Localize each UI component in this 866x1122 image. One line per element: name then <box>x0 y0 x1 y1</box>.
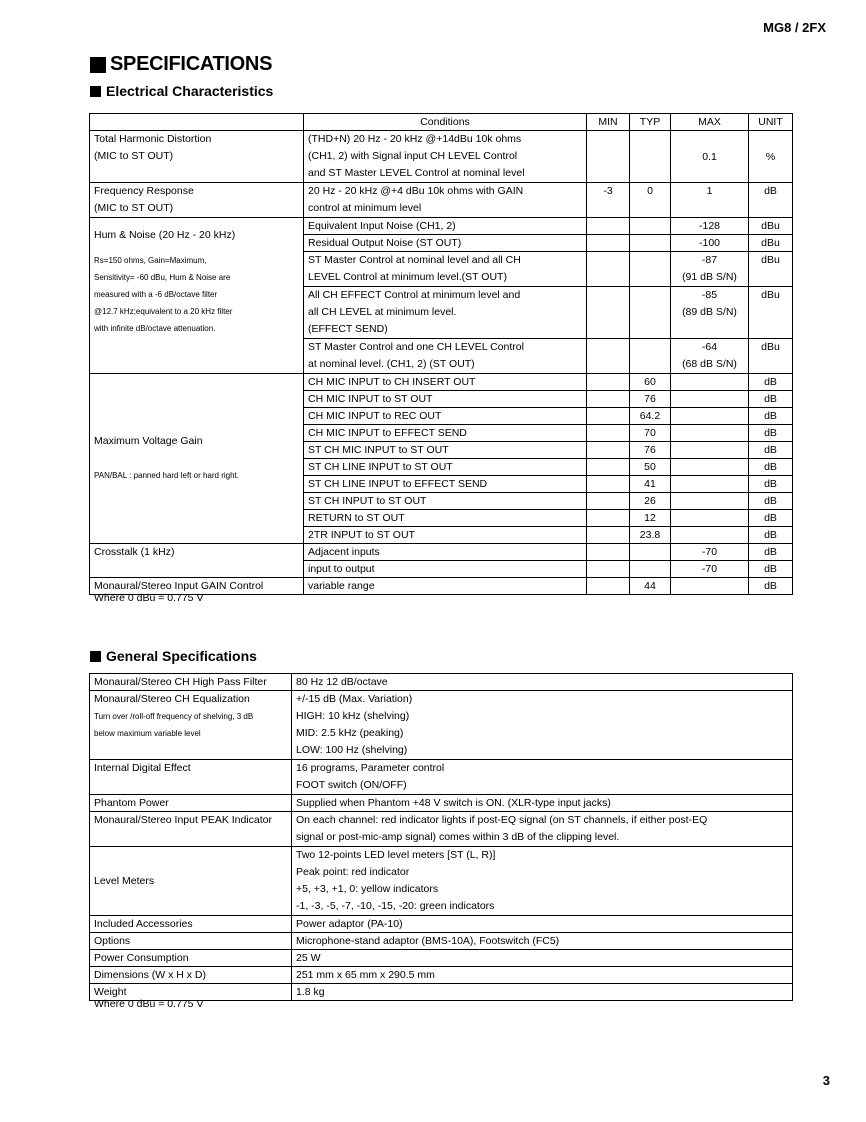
hum-max-1: -128 <box>671 218 749 235</box>
table-row <box>90 967 793 984</box>
electrical-heading-text: Electrical Characteristics <box>106 83 274 99</box>
table-row <box>90 218 793 235</box>
thd-item: Total Harmonic Distortion (MIC to ST OUT) <box>90 131 304 183</box>
electrical-heading <box>90 83 273 99</box>
header-unit: UNIT <box>749 114 793 131</box>
header-min: MIN <box>587 114 630 131</box>
gain-unit: dB <box>749 459 793 476</box>
weight-value: 1.8 kg <box>292 984 793 1001</box>
table-row <box>90 847 793 916</box>
freq-unit: dB <box>749 183 793 218</box>
freq-min: -3 <box>587 183 630 218</box>
hum-cond-2: Residual Output Noise (ST OUT) <box>304 235 587 252</box>
hum-unit-4: dBu <box>749 287 793 339</box>
gain-unit: dB <box>749 476 793 493</box>
thd-max: 0.1 <box>671 131 749 183</box>
gain-typ: 26 <box>630 493 671 510</box>
hum-item: Hum & Noise (20 Hz - 20 kHz) Rs=150 ohms, Gain=Maximum, Sensitivity= -60 dBu, Hum & Noise are measured with a -6 dB/octave filter @12.7 kHz;equivalent to a 20 kHz filter with infinite dB/octave attenuation. <box>90 218 304 374</box>
meters-values: Two 12-points LED level meters [ST (L, R)] Peak point: red indicator +5, +3, +1, 0: yellow indicators -1, -3, -5, -7, -10, -15, -20: green indicators <box>292 847 793 916</box>
gain-typ: 60 <box>630 374 671 391</box>
hpf-value: 80 Hz 12 dB/octave <box>292 674 793 691</box>
header-conditions: Conditions <box>304 114 587 131</box>
table-row <box>90 795 793 812</box>
hum-unit-1: dBu <box>749 218 793 235</box>
power-item: Power Consumption <box>90 950 292 967</box>
mono-gain-item: Monaural/Stereo Input GAIN Control <box>90 578 304 595</box>
gain-unit: dB <box>749 408 793 425</box>
thd-min <box>587 131 630 183</box>
hum-max-2: -100 <box>671 235 749 252</box>
gain-item: Maximum Voltage Gain PAN/BAL : panned hard left or hard right. <box>90 374 304 544</box>
options-value: Microphone-stand adaptor (BMS-10A), Footswitch (FC5) <box>292 933 793 950</box>
crosstalk-unit: dB <box>749 561 793 578</box>
thd-conditions: (THD+N) 20 Hz - 20 kHz @+14dBu 10k ohms (CH1, 2) with Signal input CH LEVEL Control and ST Master LEVEL Control at nominal level <box>304 131 587 183</box>
table-row <box>90 916 793 933</box>
gain-typ: 70 <box>630 425 671 442</box>
freq-conditions: 20 Hz - 20 kHz @+4 dBu 10k ohms with GAIN control at minimum level <box>304 183 587 218</box>
table-row <box>90 374 793 391</box>
table-row <box>90 183 793 218</box>
mono-gain-cond: variable range <box>304 578 587 595</box>
options-item: Options <box>90 933 292 950</box>
hum-max-4: -85 (89 dB S/N) <box>671 287 749 339</box>
gain-cond: ST CH LINE INPUT to ST OUT <box>304 459 587 476</box>
gain-unit: dB <box>749 442 793 459</box>
table-row <box>90 544 793 561</box>
phantom-value: Supplied when Phantom +48 V switch is ON. (XLR-type input jacks) <box>292 795 793 812</box>
eq-values: +/-15 dB (Max. Variation) HIGH: 10 kHz (shelving) MID: 2.5 kHz (peaking) LOW: 100 Hz (shelving) <box>292 691 793 760</box>
peak-values: On each channel: red indicator lights if post-EQ signal (on ST channels, if either post-EQ signal or post-mic-amp signal) comes within 3 dB of the clipping level. <box>292 812 793 847</box>
crosstalk-item: Crosstalk (1 kHz) <box>90 544 304 578</box>
hum-max-3: -87 (91 dB S/N) <box>671 252 749 287</box>
header-item <box>90 114 304 131</box>
meters-item: Level Meters <box>90 847 292 916</box>
table-row <box>90 131 793 183</box>
electrical-table <box>89 113 793 595</box>
table-row <box>90 691 793 760</box>
table-row <box>90 933 793 950</box>
freq-item: Frequency Response (MIC to ST OUT) <box>90 183 304 218</box>
crosstalk-cond: Adjacent inputs <box>304 544 587 561</box>
hum-cond-3: ST Master Control at nominal level and all CH LEVEL Control at minimum level.(ST OUT) <box>304 252 587 287</box>
gain-cond: RETURN to ST OUT <box>304 510 587 527</box>
thd-typ <box>630 131 671 183</box>
eq-item: Monaural/Stereo CH Equalization Turn over /roll-off frequency of shelving, 3 dB below maximum variable level <box>90 691 292 760</box>
mono-gain-typ: 44 <box>630 578 671 595</box>
dimensions-item: Dimensions (W x H x D) <box>90 967 292 984</box>
gain-typ: 50 <box>630 459 671 476</box>
table-header-row <box>90 114 793 131</box>
table-row <box>90 760 793 795</box>
accessories-value: Power adaptor (PA-10) <box>292 916 793 933</box>
gain-unit: dB <box>749 527 793 544</box>
weight-item: Weight <box>90 984 292 1001</box>
table-row <box>90 950 793 967</box>
gain-unit: dB <box>749 510 793 527</box>
gain-typ: 23.8 <box>630 527 671 544</box>
black-square-icon <box>90 86 101 97</box>
hum-cond-5: ST Master Control and one CH LEVEL Control at nominal level. (CH1, 2) (ST OUT) <box>304 339 587 374</box>
page-number: 3 <box>822 1073 830 1088</box>
black-square-icon <box>90 57 106 73</box>
gain-unit: dB <box>749 391 793 408</box>
gain-typ: 76 <box>630 391 671 408</box>
hum-unit-5: dBu <box>749 339 793 374</box>
general-footnote: Where 0 dBu = 0.775 V <box>94 998 204 1010</box>
power-value: 25 W <box>292 950 793 967</box>
hum-max-5: -64 (68 dB S/N) <box>671 339 749 374</box>
hum-cond-1: Equivalent Input Noise (CH1, 2) <box>304 218 587 235</box>
gain-cond: ST CH MIC INPUT to ST OUT <box>304 442 587 459</box>
general-table <box>89 673 793 1001</box>
gain-unit: dB <box>749 425 793 442</box>
gain-unit: dB <box>749 374 793 391</box>
dimensions-value: 251 mm x 65 mm x 290.5 mm <box>292 967 793 984</box>
gain-cond: CH MIC INPUT to EFFECT SEND <box>304 425 587 442</box>
gain-typ: 41 <box>630 476 671 493</box>
thd-unit: % <box>749 131 793 183</box>
phantom-item: Phantom Power <box>90 795 292 812</box>
gain-typ: 64.2 <box>630 408 671 425</box>
gain-cond: CH MIC INPUT to REC OUT <box>304 408 587 425</box>
crosstalk-max: -70 <box>671 544 749 561</box>
page-title <box>90 53 272 76</box>
table-row <box>90 674 793 691</box>
electrical-footnote: Where 0 dBu = 0.775 V <box>94 592 204 604</box>
header-typ: TYP <box>630 114 671 131</box>
hum-unit-2: dBu <box>749 235 793 252</box>
general-heading <box>90 648 257 664</box>
mono-gain-unit: dB <box>749 578 793 595</box>
effect-values: 16 programs, Parameter control FOOT switch (ON/OFF) <box>292 760 793 795</box>
model-label: MG8 / 2FX <box>763 20 826 35</box>
freq-max: 1 <box>671 183 749 218</box>
hpf-item: Monaural/Stereo CH High Pass Filter <box>90 674 292 691</box>
crosstalk-max: -70 <box>671 561 749 578</box>
page-title-text: SPECIFICATIONS <box>110 53 273 75</box>
peak-item: Monaural/Stereo Input PEAK Indicator <box>90 812 292 847</box>
crosstalk-unit: dB <box>749 544 793 561</box>
freq-typ: 0 <box>630 183 671 218</box>
gain-cond: 2TR INPUT to ST OUT <box>304 527 587 544</box>
effect-item: Internal Digital Effect <box>90 760 292 795</box>
gain-cond: CH MIC INPUT to ST OUT <box>304 391 587 408</box>
gain-cond: CH MIC INPUT to CH INSERT OUT <box>304 374 587 391</box>
gain-cond: ST CH INPUT to ST OUT <box>304 493 587 510</box>
header-max: MAX <box>671 114 749 131</box>
gain-typ: 12 <box>630 510 671 527</box>
gain-typ: 76 <box>630 442 671 459</box>
hum-unit-3: dBu <box>749 252 793 287</box>
gain-cond: ST CH LINE INPUT to EFFECT SEND <box>304 476 587 493</box>
table-row <box>90 812 793 847</box>
crosstalk-cond: input to output <box>304 561 587 578</box>
hum-cond-4: All CH EFFECT Control at minimum level and all CH LEVEL at minimum level. (EFFECT SEND) <box>304 287 587 339</box>
gain-unit: dB <box>749 493 793 510</box>
black-square-icon <box>90 651 101 662</box>
accessories-item: Included Accessories <box>90 916 292 933</box>
general-heading-text: General Specifications <box>106 648 257 664</box>
